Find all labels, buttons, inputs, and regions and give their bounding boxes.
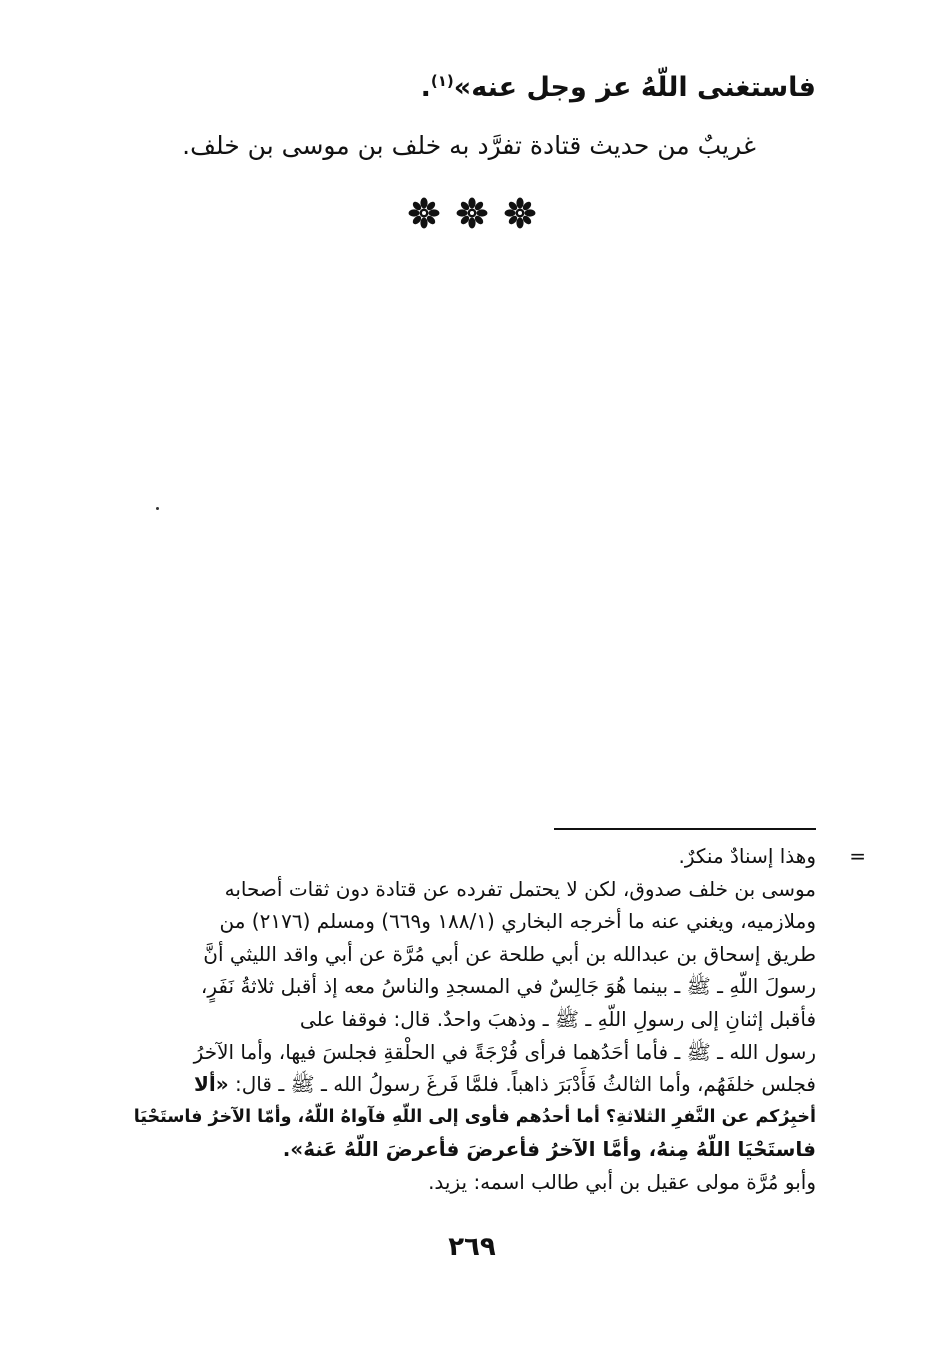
footnote-line-text: فجلس خلفَهُم، وأما الثالثُ فَأَدْبَرَ ذاهباً. فلمَّا فَرغَ رسولُ الله ـ ﷺ ـ قال: — [235, 1072, 816, 1097]
footnote-line: فأقبل إثنانِ إلى رسولِ اللّهِ ـ ﷺ ـ وذهبَ واحدٌ. قال: فوقفا على — [299, 1006, 816, 1031]
flower-ornament-icon — [456, 197, 488, 229]
footnote-block — [124, 840, 866, 1199]
footnote-line: رسول الله ـ ﷺ ـ فأما أحَدُهما فرأى فُرْجَةً في الحلْقةِ فجلسَ فيها، وأما الآخرُ — [193, 1039, 816, 1064]
flower-ornament-icon — [504, 197, 536, 229]
flower-ornament-icon — [408, 197, 440, 229]
footnote-line: موسى بن خلف صدوق، لكن لا يحتمل تفرده عن قتادة دون ثقات أصحابه — [224, 876, 816, 901]
main-text-line-1-end: . — [420, 72, 431, 103]
footnote-reference: (١) — [430, 72, 454, 90]
footnote-line: طريق إسحاق بن عبدالله بن أبي طلحة عن أبي مُرَّة عن أبي واقد الليثي أنَّ — [203, 941, 816, 966]
main-text-line-1-body: فاستغنى اللّهُ عز وجل عنه» — [453, 72, 816, 103]
hadith-quote-line: أخبِرُكم عن النَّفرِ الثلاثةِ؟ أما أحدُهم فأوى إلى اللّهِ فآواهُ اللّهُ، وأمّا الآخرُ فاستَحْيَا — [133, 1106, 816, 1127]
scan-speck — [156, 507, 159, 510]
hadith-quote-start: «ألا — [194, 1072, 229, 1097]
footnote-line: وملازميه، ويغني عنه ما أخرجه البخاري (١٨٨/١ و٦٦٩) ومسلم (٢١٧٦) من — [219, 909, 816, 934]
footnote-line-text: وهذا إسنادٌ منكرٌ. — [678, 844, 816, 868]
footnote-separator — [554, 828, 816, 830]
continuation-mark: = — [849, 844, 866, 868]
footnote-line — [124, 1068, 816, 1101]
section-divider-ornaments — [408, 196, 536, 230]
main-text-line-1 — [116, 66, 816, 110]
hadith-quote-line: فاستَحْيَا اللّهُ مِنهُ، وأمَّا الآخرُ فأعرضَ فأعرضَ اللّهُ عَنهُ». — [282, 1137, 816, 1162]
footnote-line: رسولَ اللّهِ ـ ﷺ ـ بينما هُوَ جَالِسٌ في المسجدِ والناسُ معه إذ أقبل ثلاثةُ نَفَرٍ، — [200, 974, 816, 999]
footnote-line: وأبو مُرَّة مولى عقيل بن أبي طالب اسمه: يزيد. — [428, 1169, 816, 1194]
main-text-line-2: غريبٌ من حديث قتادة تفرَّد به خلف بن موسى بن خلف. — [182, 131, 756, 160]
page-number: ٢٦٩ — [448, 1232, 496, 1262]
footnote-line — [124, 840, 866, 873]
